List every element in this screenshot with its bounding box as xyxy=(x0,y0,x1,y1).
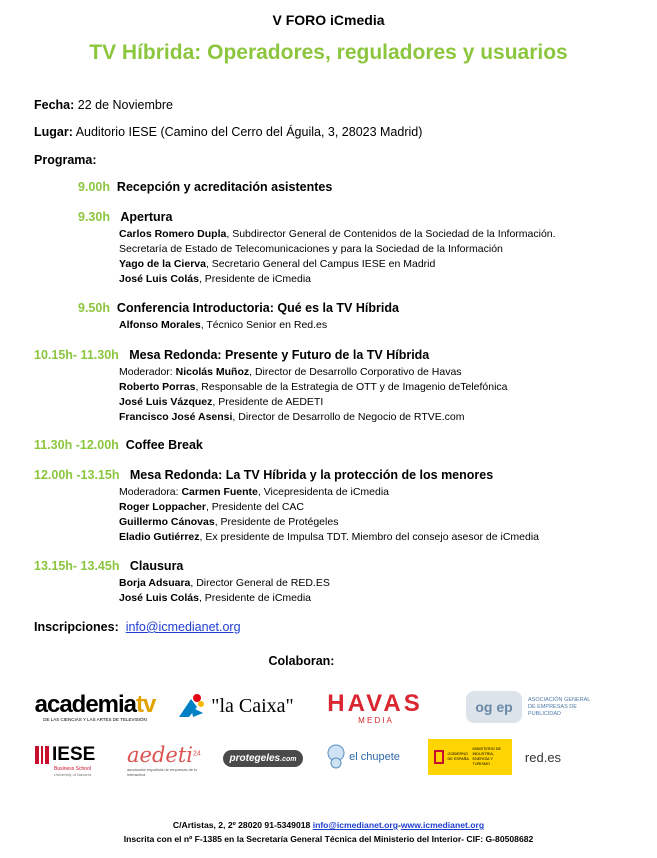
iese-subtitle: Business School xyxy=(54,765,91,772)
session-time: 10.15h- 11.30h xyxy=(34,348,119,362)
havas-text: HAVAS xyxy=(327,689,423,717)
speaker-role: , Presidente del CAC xyxy=(205,501,304,513)
speaker-line xyxy=(119,228,556,240)
iese-subtitle-2: University of Navarra xyxy=(54,771,92,777)
speaker-role: , Ex presidente de Impulsa TDT. Miembro del consejo asesor de iCmedia xyxy=(199,531,539,543)
speaker-line xyxy=(119,366,462,378)
speaker-name: José Luis Vázquez xyxy=(119,396,213,408)
speaker-name: Roger Loppacher xyxy=(119,501,206,513)
chupete-text: el chupete xyxy=(349,751,400,763)
session-reception xyxy=(78,180,332,194)
session-title: Clausura xyxy=(129,559,184,573)
speaker-name: Alfonso Morales xyxy=(119,319,201,331)
program-label: Programa: xyxy=(34,153,97,167)
gobierno-text: GOBIERNO DE ESPAÑA xyxy=(447,752,469,761)
iese-mark xyxy=(34,744,95,766)
iese-logo xyxy=(34,740,104,780)
speaker-name: Roberto Porras xyxy=(119,381,196,393)
speaker-name: Borja Adsuara xyxy=(119,577,191,589)
event-title: V FORO iCmedia xyxy=(272,12,385,28)
speaker-line: Secretaría de Estado de Telecomunicaciones y para la Sociedad de la Información xyxy=(119,243,503,255)
speaker-role: , Vicepresidenta de iCmedia xyxy=(257,486,390,498)
footer-separator: - xyxy=(397,820,401,830)
baby-icon xyxy=(325,743,347,771)
session-title: Coffee Break xyxy=(125,438,203,452)
session-title: Conferencia Introductoria: Qué es la TV Híbrida xyxy=(116,301,399,315)
date-row xyxy=(34,98,173,112)
session-title: Mesa Redonda: Presente y Futuro de la TV Híbrida xyxy=(129,348,430,362)
agep-mark: og ep xyxy=(466,691,522,723)
lacaixa-logo xyxy=(168,690,303,722)
footer-email-link[interactable]: info@icmedianet.org xyxy=(312,820,398,830)
speaker-line xyxy=(119,531,539,543)
speaker-role: , Técnico Senior en Red.es xyxy=(200,319,328,331)
place-label: Lugar: xyxy=(34,125,73,139)
aedeti-mark xyxy=(127,743,201,767)
coat-of-arms-icon xyxy=(432,747,446,767)
session-title: Recepción y acreditación asistentes xyxy=(116,180,333,194)
speaker-line xyxy=(119,592,311,604)
protegeles-text: protegeles xyxy=(229,752,281,764)
speaker-name: Guillermo Cánovas xyxy=(119,516,215,528)
speaker-line xyxy=(119,486,389,498)
speaker-name: Francisco José Asensi xyxy=(119,411,233,423)
iese-crest-icon xyxy=(34,745,50,765)
speaker-name: Yago de la Cierva xyxy=(119,258,206,270)
agep-logo xyxy=(445,688,617,726)
agep-text: ASOCIACIÓN GENERAL DE EMPRESAS DE PUBLICIDAD xyxy=(528,696,591,717)
speaker-name: José Luis Colás xyxy=(119,273,199,285)
registration-row xyxy=(34,620,241,634)
session-time: 9.50h xyxy=(78,301,110,315)
speaker-line xyxy=(119,396,323,408)
speaker-line xyxy=(119,577,330,589)
speaker-name: Carlos Romero Dupla xyxy=(119,228,227,240)
speaker-line xyxy=(119,319,327,331)
speaker-role: , Presidente de iCmedia xyxy=(198,273,312,285)
footer-web-link[interactable]: www.icmedianet.org xyxy=(400,820,485,830)
place-row xyxy=(34,125,422,139)
footer-address-text: C/Artistas, 2, 2º 28020 91-5349018 xyxy=(172,820,313,830)
speaker-line xyxy=(119,258,435,270)
session-round-table-2 xyxy=(34,468,493,482)
session-round-table-1 xyxy=(34,348,429,362)
academia-tv-text: tv xyxy=(136,690,156,718)
el-chupete-logo xyxy=(325,740,400,774)
date-value: 22 de Noviembre xyxy=(77,98,173,112)
session-intro-conference xyxy=(78,301,399,315)
protegeles-com: .com xyxy=(280,755,297,763)
speaker-line xyxy=(119,411,465,423)
session-opening xyxy=(78,210,172,224)
place-value: Auditorio IESE (Camino del Cerro del Águila, 3, 28023 Madrid) xyxy=(75,125,423,139)
academia-subtitle: DE LAS CIENCIAS Y LAS ARTES DE TELEVISIÓN xyxy=(43,716,147,722)
session-time: 12.00h -13.15h xyxy=(34,468,120,482)
speaker-line xyxy=(119,381,508,393)
aedeti-sup: 24 xyxy=(192,750,201,758)
speaker-name: Eladio Gutiérrez xyxy=(119,531,200,543)
speaker-role: , Subdirector General de Contenidos de la Sociedad de la Información. xyxy=(226,228,556,240)
gobierno-espana-logo xyxy=(428,739,512,775)
speaker-role: , Presidente de iCmedia xyxy=(198,592,312,604)
aedeti-text: aedeti xyxy=(127,743,193,767)
speaker-prefix: Moderadora: xyxy=(119,486,182,498)
speaker-prefix: Moderador: xyxy=(119,366,176,378)
speaker-line xyxy=(119,501,304,513)
aedeti-subtitle: asociación española de empresas de tv interactiva xyxy=(127,767,198,777)
date-label: Fecha: xyxy=(34,98,75,112)
academia-tv-logo xyxy=(34,688,156,726)
havas-media-logo xyxy=(322,690,428,726)
registration-email-link[interactable]: info@icmedianet.org xyxy=(125,620,241,634)
session-time: 9.00h xyxy=(78,180,110,194)
academia-text: academia xyxy=(34,690,137,718)
speaker-role: , Responsable de la Estrategia de OTT y de Imagenio deTelefónica xyxy=(195,381,508,393)
session-time: 11.30h -12.00h xyxy=(34,438,119,452)
speaker-role: , Presidente de AEDETI xyxy=(212,396,324,408)
sponsors-label: Colaboran: xyxy=(268,654,335,668)
redes-text: red.es xyxy=(524,749,562,765)
havas-subtitle: M E D I A xyxy=(358,715,392,725)
protegeles-logo xyxy=(227,744,299,772)
speaker-role: , Secretario General del Campus IESE en Madrid xyxy=(205,258,436,270)
red-es-logo xyxy=(520,745,566,769)
protegeles-badge xyxy=(223,750,304,767)
speaker-role: , Director General de RED.ES xyxy=(190,577,330,589)
speaker-role: , Director de Desarrollo de Negocio de RTVE.com xyxy=(232,411,465,423)
speaker-name: Carmen Fuente xyxy=(181,486,258,498)
footer-address xyxy=(0,820,657,830)
star-icon xyxy=(177,693,207,719)
session-time: 9.30h xyxy=(78,210,110,224)
academia-wordmark xyxy=(34,690,156,718)
registration-label: Inscripciones: xyxy=(34,620,119,634)
speaker-line xyxy=(119,273,311,285)
session-closing xyxy=(34,559,183,573)
speaker-role: , Presidente de Protégeles xyxy=(214,516,339,528)
speaker-line xyxy=(119,516,338,528)
session-title: Apertura xyxy=(120,210,173,224)
speaker-role: , Director de Desarrollo Corporativo de Havas xyxy=(249,366,462,378)
session-time: 13.15h- 13.45h xyxy=(34,559,120,573)
speaker-name: José Luis Colás xyxy=(119,592,199,604)
ministerio-text: MINISTERIO DE INDUSTRIA, ENERGÍA Y TURISMO xyxy=(472,747,501,766)
lacaixa-text: "la Caixa" xyxy=(211,694,294,717)
speaker-name: Nicolás Muñoz xyxy=(175,366,250,378)
footer-registration: Inscrita con el nº F-1385 en la Secretaría General Técnica del Ministerio del Interior- CIF: G-80508682 xyxy=(123,834,534,844)
session-coffee-break xyxy=(34,438,203,452)
iese-text: IESE xyxy=(52,743,96,765)
aedeti-logo xyxy=(127,739,207,781)
page-title: TV Híbrida: Operadores, reguladores y usuarios xyxy=(89,41,568,64)
session-title: Mesa Redonda: La TV Híbrida y la protección de los menores xyxy=(129,468,494,482)
